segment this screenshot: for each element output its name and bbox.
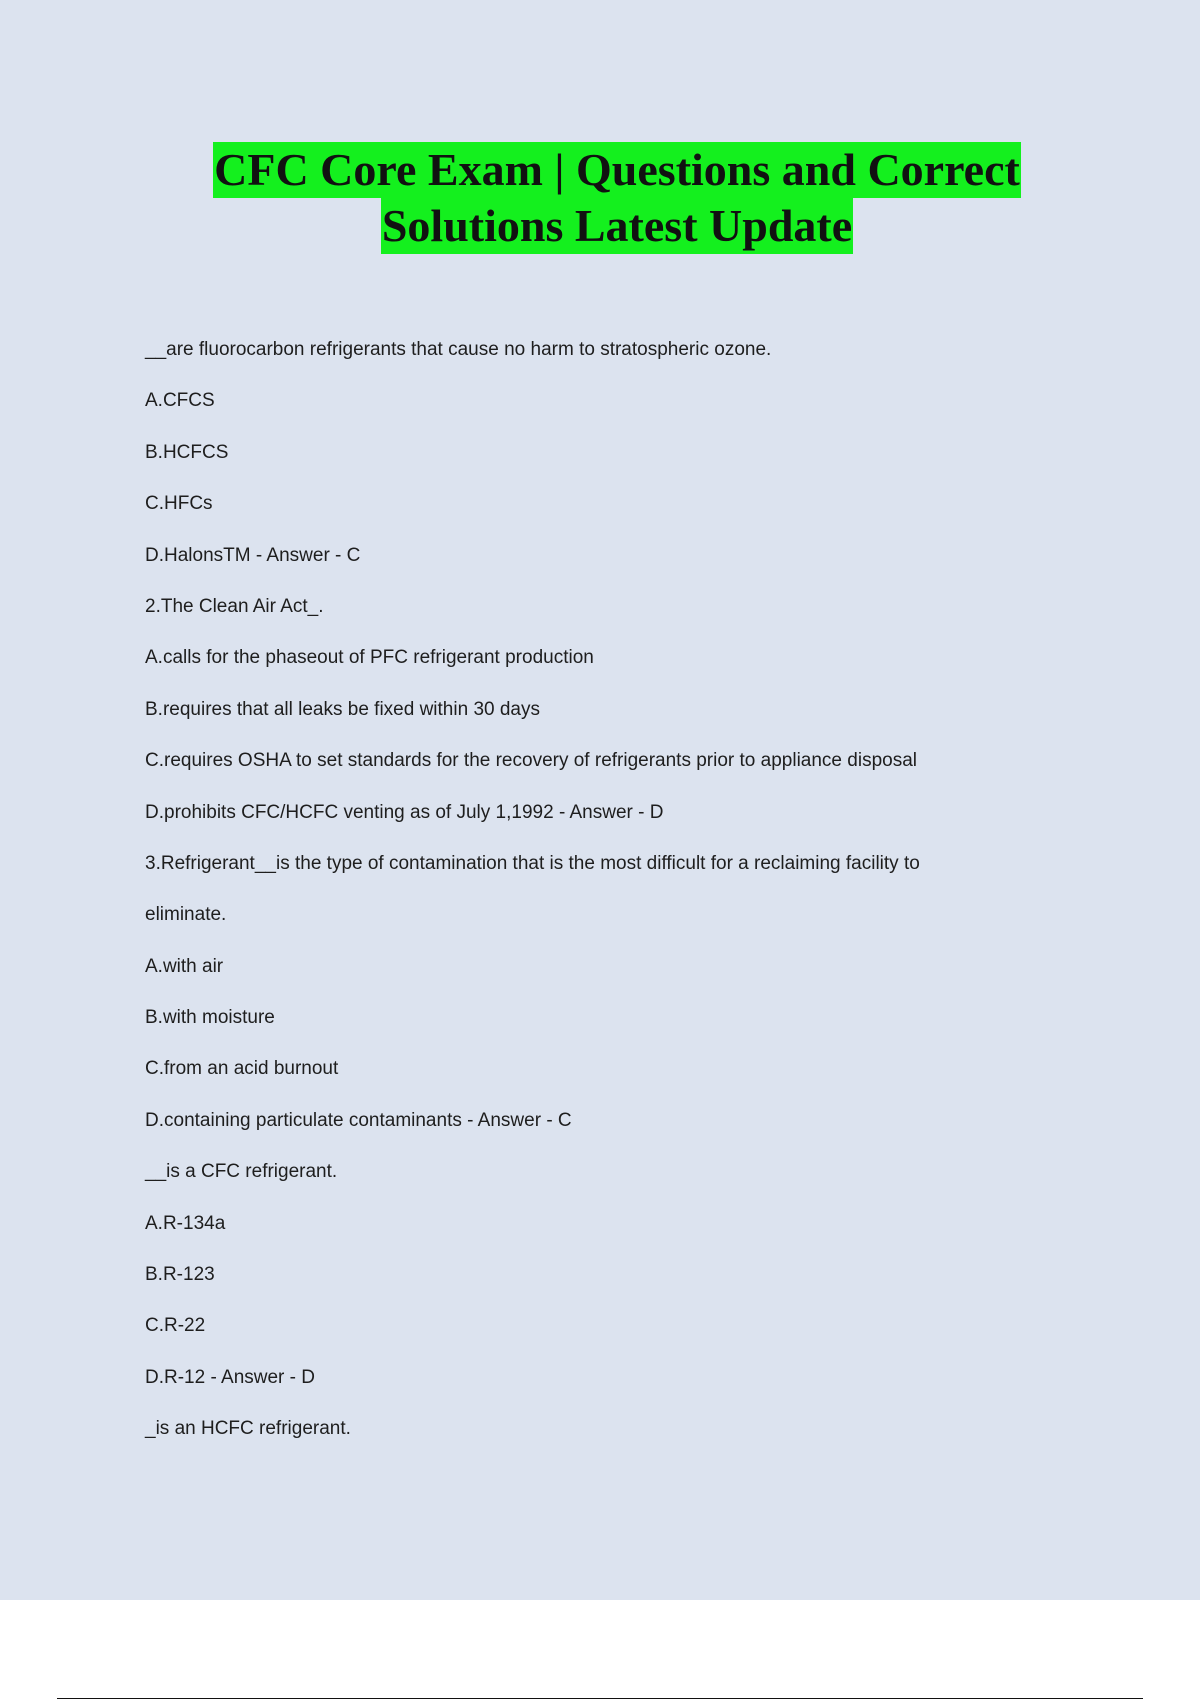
option-line: C.HFCs xyxy=(145,493,213,515)
option-line: C.from an acid burnout xyxy=(145,1058,339,1080)
question-line: _is an HCFC refrigerant. xyxy=(145,1418,351,1440)
question-line: __is a CFC refrigerant. xyxy=(145,1161,338,1183)
question-line-continued: eliminate. xyxy=(145,904,227,926)
option-line: B.HCFCS xyxy=(145,441,229,463)
option-line: C.R-22 xyxy=(145,1315,206,1337)
option-line: A.with air xyxy=(145,955,224,977)
option-line: A.calls for the phaseout of PFC refrigerant production xyxy=(145,647,594,669)
option-line: B.requires that all leaks be fixed within 30 days xyxy=(145,698,540,720)
question-line: __are fluorocarbon refrigerants that cause no harm to stratospheric ozone. xyxy=(145,339,772,360)
question-line: 3.Refrigerant__is the type of contamination that is the most difficult for a reclaiming facility to xyxy=(145,852,920,874)
question-list xyxy=(145,337,1045,1468)
answer-line: D.containing particulate contaminants - Answer - C xyxy=(145,1109,572,1131)
option-line: A.CFCS xyxy=(145,390,215,412)
option-line: B.with moisture xyxy=(145,1007,275,1029)
option-line: A.R-134a xyxy=(145,1212,226,1234)
answer-line: D.R-12 - Answer - D xyxy=(145,1366,315,1388)
document-title xyxy=(0,142,1200,254)
answer-line: D.prohibits CFC/HCFC venting as of July 1,1992 - Answer - D xyxy=(145,801,664,823)
option-line: B.R-123 xyxy=(145,1264,215,1286)
title-line-2: Solutions Latest Update xyxy=(381,198,853,254)
option-line: C.requires OSHA to set standards for the recovery of refrigerants prior to appliance disposal xyxy=(145,750,917,772)
title-line-1: CFC Core Exam | Questions and Correct xyxy=(213,142,1021,198)
bottom-divider xyxy=(57,1698,1143,1699)
question-line: 2.The Clean Air Act_. xyxy=(145,595,324,617)
answer-line: D.HalonsTM - Answer - C xyxy=(145,544,361,566)
